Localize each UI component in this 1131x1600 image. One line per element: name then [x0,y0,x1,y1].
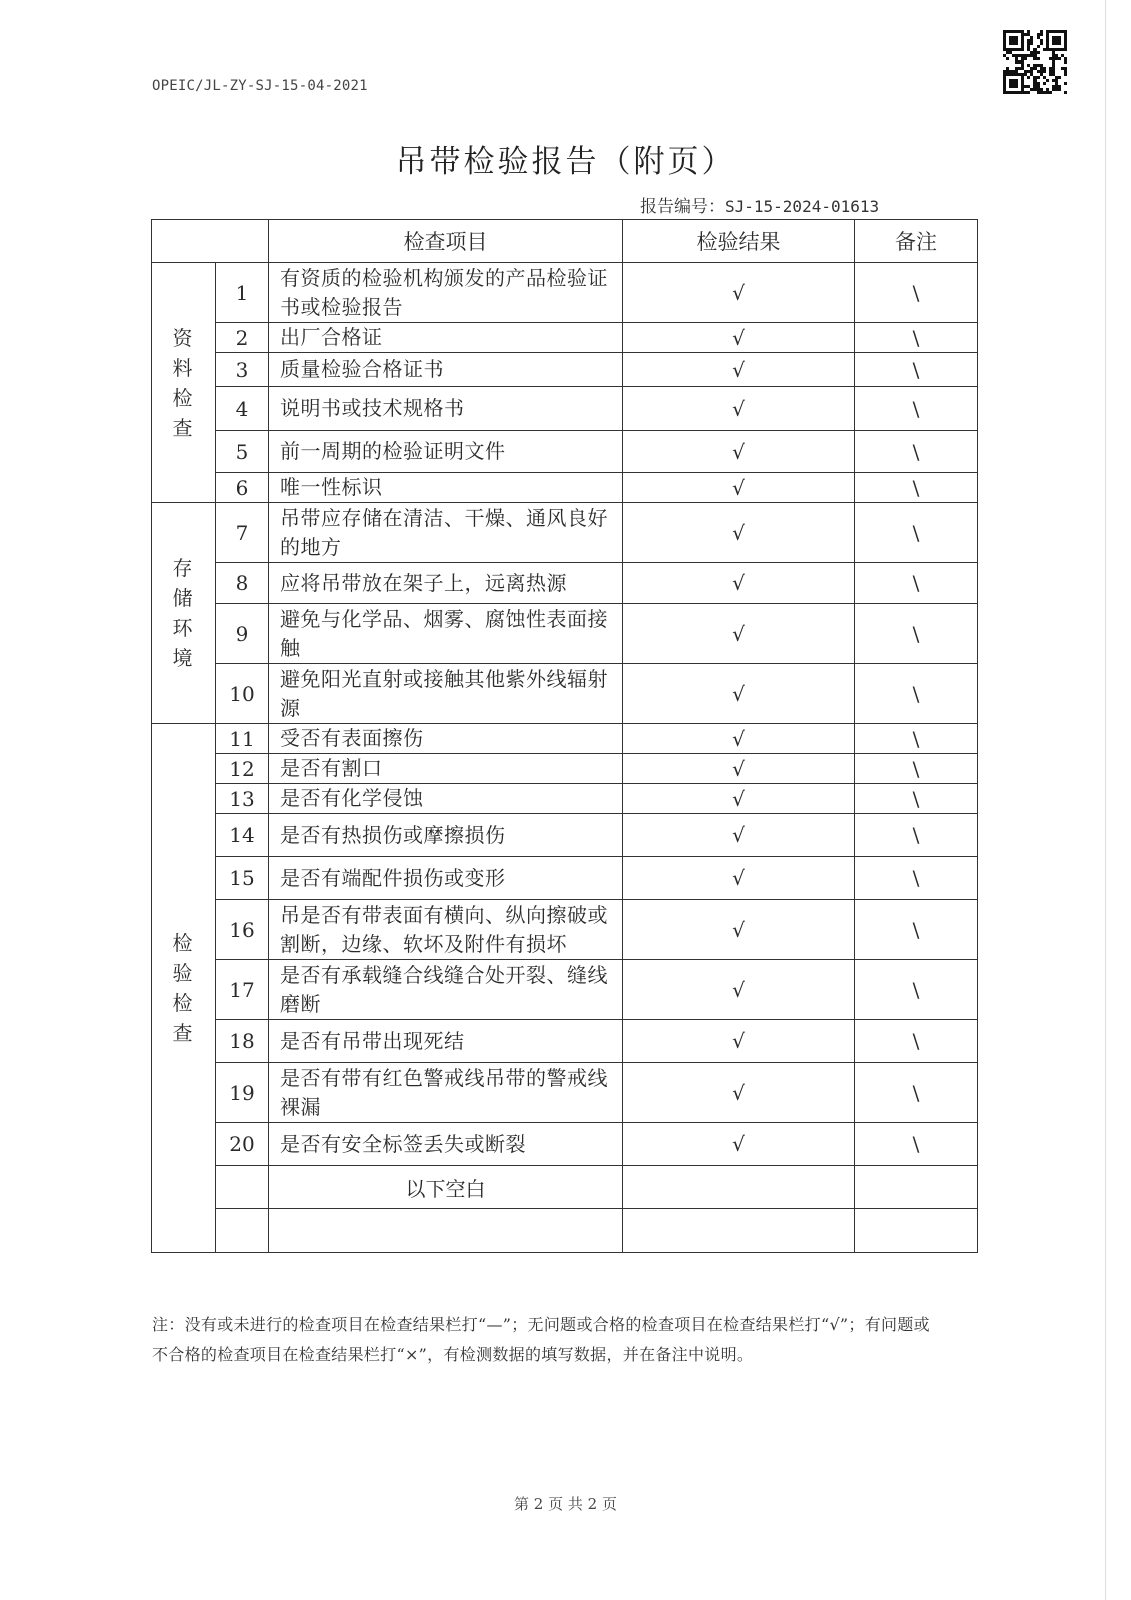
row-item: 是否有安全标签丢失或断裂 [269,1123,623,1166]
row-item: 质量检验合格证书 [269,353,623,387]
table-row [152,387,978,431]
row-number: 15 [216,857,269,900]
table-row-blank [152,1166,978,1209]
row-number: 10 [216,664,269,724]
report-number-label: 报告编号： [640,197,725,217]
row-item: 是否有端配件损伤或变形 [269,857,623,900]
row-number: 17 [216,960,269,1020]
table-row [152,431,978,473]
category-inspection: 检验检查 [152,724,216,1253]
row-item: 有资质的检验机构颁发的产品检验证书或检验报告 [269,263,623,323]
row-number: 2 [216,323,269,353]
category-storage: 存储环境 [152,503,216,724]
row-result: √ [623,1123,855,1166]
row-result: √ [623,431,855,473]
row-remark: \ [855,473,978,503]
row-number: 3 [216,353,269,387]
empty-result-cell [623,1209,855,1253]
report-number [640,192,879,217]
table-row [152,754,978,784]
blank-number-cell [216,1166,269,1209]
row-result: √ [623,724,855,754]
row-result: √ [623,900,855,960]
table-row-empty [152,1209,978,1253]
row-remark: \ [855,353,978,387]
blank-result-cell [623,1166,855,1209]
row-number: 12 [216,754,269,784]
table-header-row [152,220,978,263]
row-number: 4 [216,387,269,431]
row-remark: \ [855,1123,978,1166]
row-result: √ [623,263,855,323]
row-item: 是否有带有红色警戒线吊带的警戒线裸漏 [269,1063,623,1123]
blank-marker: 以下空白 [269,1166,623,1209]
table-row [152,503,978,563]
page-edge-line [1105,0,1106,1600]
row-remark: \ [855,1020,978,1063]
empty-item-cell [269,1209,623,1253]
row-result: √ [623,814,855,857]
row-number: 5 [216,431,269,473]
row-number: 1 [216,263,269,323]
table-row [152,473,978,503]
row-remark: \ [855,960,978,1020]
row-result: √ [623,323,855,353]
row-result: √ [623,353,855,387]
row-item: 是否有热损伤或摩擦损伤 [269,814,623,857]
row-number: 6 [216,473,269,503]
document-code: OPEIC/JL-ZY-SJ-15-04-2021 [152,78,368,94]
row-item: 是否有化学侵蚀 [269,784,623,814]
row-number: 19 [216,1063,269,1123]
row-number: 9 [216,604,269,664]
row-remark: \ [855,431,978,473]
row-number: 13 [216,784,269,814]
category-docs: 资料检查 [152,263,216,503]
row-item: 前一周期的检验证明文件 [269,431,623,473]
row-item: 是否有承载缝合线缝合处开裂、缝线磨断 [269,960,623,1020]
table-row [152,1123,978,1166]
row-result: √ [623,503,855,563]
row-remark: \ [855,754,978,784]
page-number: 第 2 页 共 2 页 [514,1495,617,1513]
qr-code-icon [1003,30,1067,94]
row-item: 吊带应存储在清洁、干燥、通风良好的地方 [269,503,623,563]
table-row [152,323,978,353]
row-result: √ [623,604,855,664]
row-item: 避免与化学品、烟雾、腐蚀性表面接触 [269,604,623,664]
row-item: 出厂合格证 [269,323,623,353]
row-remark: \ [855,784,978,814]
table-row [152,263,978,323]
table-row [152,900,978,960]
row-number: 7 [216,503,269,563]
row-result: √ [623,387,855,431]
row-result: √ [623,960,855,1020]
table-row [152,604,978,664]
row-number: 20 [216,1123,269,1166]
report-number-value: SJ-15-2024-01613 [725,197,880,216]
row-remark: \ [855,563,978,604]
table-row [152,1063,978,1123]
table-row [152,857,978,900]
header-remark: 备注 [855,220,978,263]
row-result: √ [623,664,855,724]
row-result: √ [623,1020,855,1063]
row-item: 是否有割口 [269,754,623,784]
table-row [152,563,978,604]
table-row [152,960,978,1020]
table-row [152,724,978,754]
row-remark: \ [855,664,978,724]
header-blank-cell [152,220,269,263]
row-remark: \ [855,323,978,353]
row-remark: \ [855,263,978,323]
table-row [152,1020,978,1063]
row-number: 11 [216,724,269,754]
row-number: 8 [216,563,269,604]
row-remark: \ [855,814,978,857]
row-result: √ [623,563,855,604]
blank-remark-cell [855,1166,978,1209]
row-remark: \ [855,857,978,900]
row-item: 是否有吊带出现死结 [269,1020,623,1063]
row-remark: \ [855,724,978,754]
row-remark: \ [855,387,978,431]
row-remark: \ [855,1063,978,1123]
row-number: 14 [216,814,269,857]
row-number: 18 [216,1020,269,1063]
empty-remark-cell [855,1209,978,1253]
table-row [152,664,978,724]
table-row [152,784,978,814]
table-row [152,814,978,857]
row-item: 唯一性标识 [269,473,623,503]
row-result: √ [623,784,855,814]
page-title: 吊带检验报告（附页） [395,144,736,180]
header-result: 检验结果 [623,220,855,263]
row-remark: \ [855,503,978,563]
header-item: 检查项目 [269,220,623,263]
row-result: √ [623,473,855,503]
row-item: 应将吊带放在架子上，远离热源 [269,563,623,604]
empty-number-cell [216,1209,269,1253]
row-result: √ [623,754,855,784]
inspection-table [151,219,978,1253]
row-item: 说明书或技术规格书 [269,387,623,431]
table-row [152,353,978,387]
row-remark: \ [855,900,978,960]
row-item: 受否有表面擦伤 [269,724,623,754]
row-number: 16 [216,900,269,960]
footnote: 注：没有或未进行的检查项目在检查结果栏打“—”；无问题或合格的检查项目在检查结果栏打“√”；有问题或不合格的检查项目在检查结果栏打“×”，有检测数据的填写数据，并在备注中说明。 [152,1315,930,1364]
row-result: √ [623,1063,855,1123]
row-item: 吊是否有带表面有横向、纵向擦破或割断，边缘、软坏及附件有损坏 [269,900,623,960]
row-item: 避免阳光直射或接触其他紫外线辐射源 [269,664,623,724]
row-remark: \ [855,604,978,664]
row-result: √ [623,857,855,900]
